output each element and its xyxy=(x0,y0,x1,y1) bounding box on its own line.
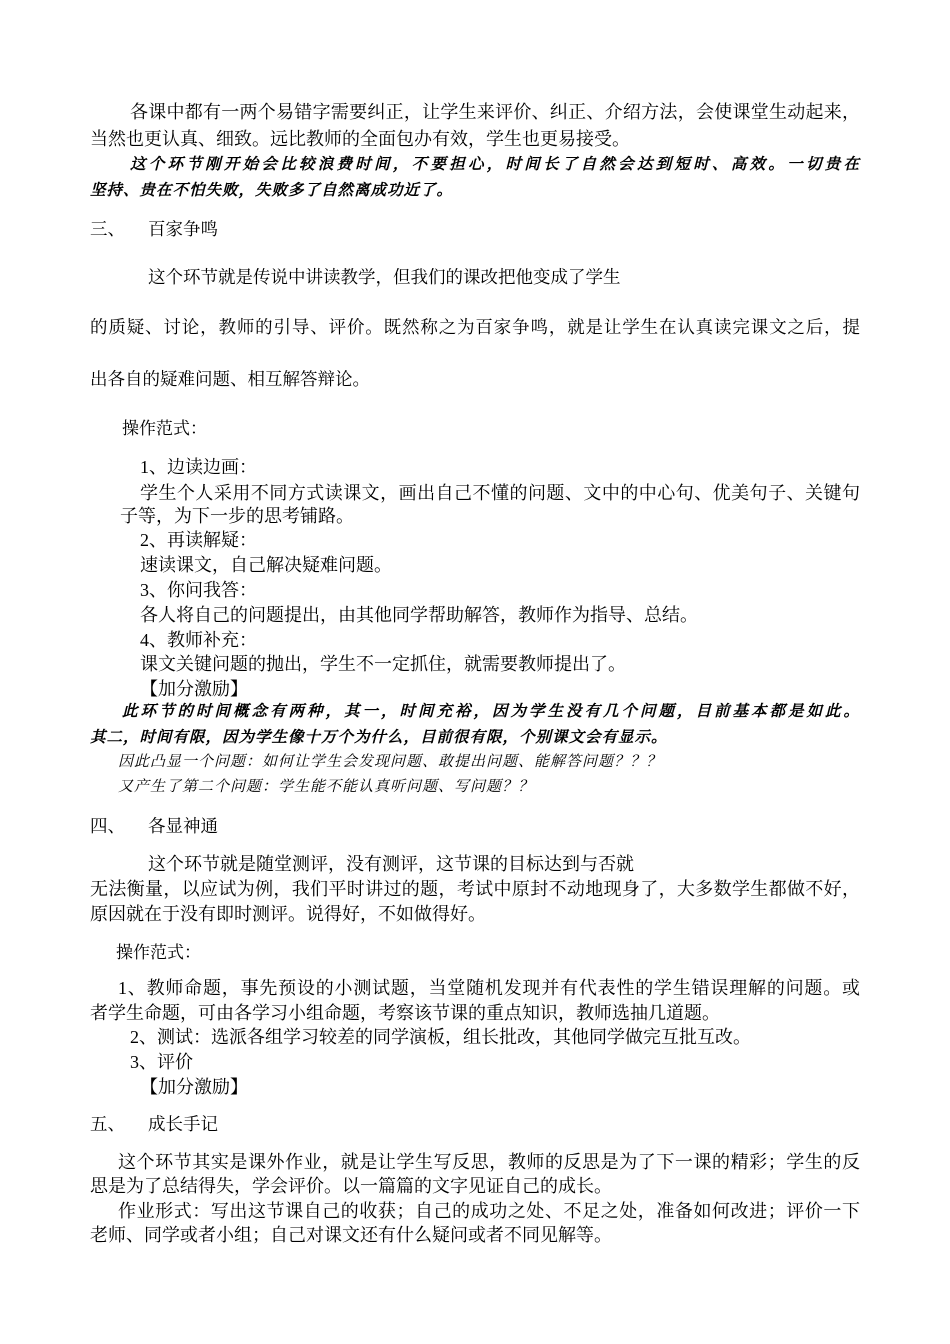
step2-title: 2、再读解疑： xyxy=(140,530,257,550)
section4-item3: 3、评价 xyxy=(130,1052,193,1072)
section3-note-line2: 其二，时间有限，因为学生像十万个为什么，目前很有限，个别课文会有显示。 xyxy=(90,727,668,746)
step1-desc-line2: 子等，为下一步的思考铺路。 xyxy=(120,506,354,526)
step4-title: 4、教师补充： xyxy=(140,630,257,650)
step1-desc-line1: 学生个人采用不同方式读课文，画出自己不懂的问题、文中的中心句、优美句子、关键句 xyxy=(140,483,860,503)
section3-intro-line1: 这个环节就是传说中讲读教学，但我们的课改把他变成了学生 xyxy=(148,268,621,288)
para1-line1: 各课中都有一两个易错字需要纠正，让学生来评价、纠正、介绍方法，会使课堂生动起来， xyxy=(130,102,860,122)
step1-title: 1、边读边画： xyxy=(140,457,257,477)
note1-line1: 这个环节刚开始会比较浪费时间，不要担心，时间长了自然会达到短时、高效。一切贵在 xyxy=(130,154,860,173)
section3-reward: 【加分激励】 xyxy=(140,679,248,699)
section3-title: 百家争鸣 xyxy=(148,220,218,240)
note1-line2: 坚持、贵在不怕失败，失败多了自然离成功近了。 xyxy=(90,180,454,199)
section5-p1-line2: 思是为了总结得失，学会评价。以一篇篇的文字见证自己的成长。 xyxy=(90,1176,612,1196)
section3-note-line3: 因此凸显一个问题：如何让学生会发现问题、敢提出问题、能解答问题？？？ xyxy=(118,752,663,770)
section4-title: 各显神通 xyxy=(148,817,218,837)
para1-line2: 当然也更认真、细致。远比教师的全面包办有效，学生也更易接受。 xyxy=(90,129,630,149)
section4-intro-line2: 无法衡量，以应试为例，我们平时讲过的题，考试中原封不动地现身了，大多数学生都做不好， xyxy=(90,879,860,899)
section3-intro-line2: 的质疑、讨论，教师的引导、评价。既然称之为百家争鸣，就是让学生在认真读完课文之后，提 xyxy=(90,318,860,338)
step3-title: 3、你问我答： xyxy=(140,580,257,600)
section5-number: 五、 xyxy=(90,1115,125,1135)
section4-reward: 【加分激励】 xyxy=(140,1077,248,1097)
section3-format-label: 操作范式： xyxy=(122,419,207,439)
section5-p2-line1: 作业形式：写出这节课自己的收获；自己的成功之处、不足之处，准备如何改进；评价一下 xyxy=(118,1201,860,1221)
section5-p1-line1: 这个环节其实是课外作业，就是让学生写反思，教师的反思是为了下一课的精彩；学生的反 xyxy=(118,1152,860,1172)
section3-note-line1: 此环节的时间概念有两种，其一，时间充裕，因为学生没有几个问题，目前基本都是如此。 xyxy=(122,701,860,720)
section5-p2-line2: 老师、同学或者小组；自己对课文还有什么疑问或者不同见解等。 xyxy=(90,1225,612,1245)
step4-desc: 课文关键问题的抛出，学生不一定抓住，就需要教师提出了。 xyxy=(140,654,626,674)
section4-item1-line1: 1、教师命题，事先预设的小测试题，当堂随机发现并有代表性的学生错误理解的问题。或 xyxy=(118,978,860,998)
step3-desc: 各人将自己的问题提出，由其他同学帮助解答，教师作为指导、总结。 xyxy=(140,605,698,625)
section3-intro-line3: 出各自的疑难问题、相互解答辩论。 xyxy=(90,370,370,390)
section4-item2: 2、测试：选派各组学习较差的同学演板，组长批改，其他同学做完互批互改。 xyxy=(130,1027,751,1047)
section3-number: 三、 xyxy=(90,220,125,240)
section4-intro-line1: 这个环节就是随堂测评，没有测评，这节课的目标达到与否就 xyxy=(148,854,634,874)
section4-number: 四、 xyxy=(90,817,125,837)
section3-note-line4: 又产生了第二个问题：学生能不能认真听问题、写问题？？ xyxy=(118,777,535,795)
section5-title: 成长手记 xyxy=(148,1115,218,1135)
section4-item1-line2: 者学生命题，可由各学习小组命题，考察该节课的重点知识，教师选抽几道题。 xyxy=(90,1003,720,1023)
step2-desc: 速读课文，自己解决疑难问题。 xyxy=(140,555,392,575)
section4-intro-line3: 原因就在于没有即时测评。说得好，不如做得好。 xyxy=(90,904,486,924)
section4-format-label: 操作范式： xyxy=(116,943,201,963)
